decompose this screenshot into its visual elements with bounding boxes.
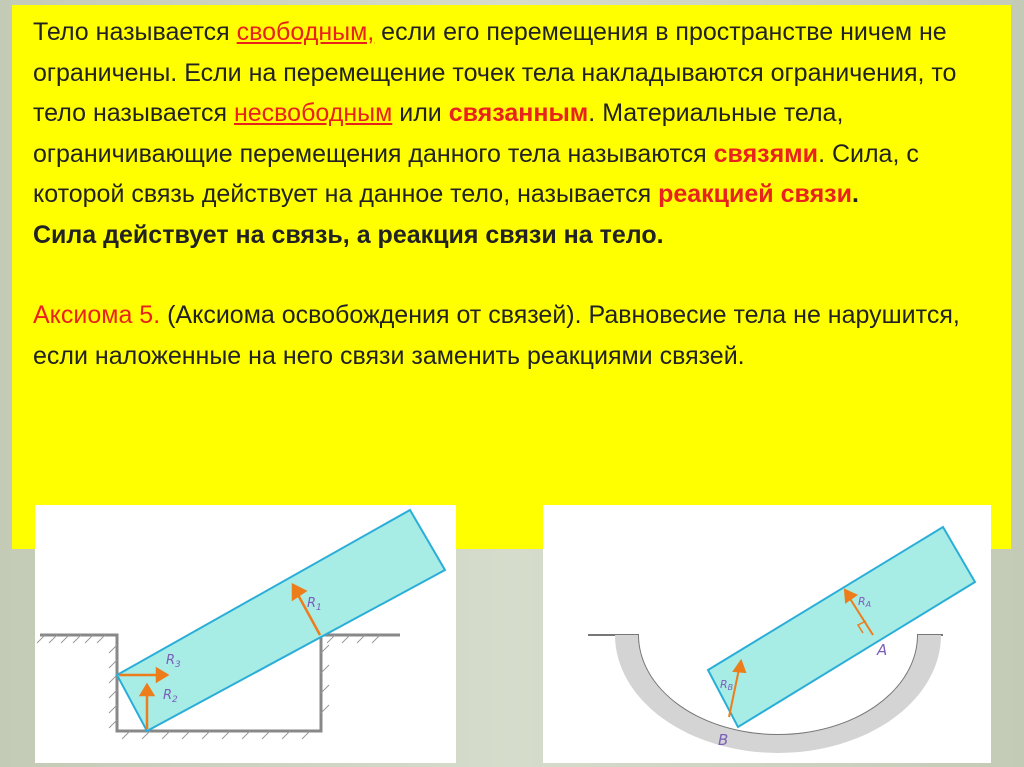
label-point-b: B — [718, 731, 729, 749]
label-ra: RA — [858, 595, 872, 609]
label-r1: $R_1$ — [307, 596, 322, 613]
label-r2: $R_2$ — [163, 688, 178, 705]
term-constraints: связями — [713, 139, 819, 168]
text-fragment: если его перемещения в пространстве ничем не ограничены. Если на перемещение точек тела накладываются ограничения, то тело называется — [33, 18, 957, 127]
label-point-a: A — [877, 641, 888, 659]
slide-text — [33, 12, 983, 376]
axiom-label: Аксиома 5. — [33, 301, 161, 329]
term-reaction: реакцией связи — [658, 180, 852, 208]
term-non-free: несвободным — [233, 99, 393, 127]
text-fragment: . Сила, с которой связь действует на данное тело, называется — [33, 139, 919, 208]
blank-line — [33, 255, 983, 295]
axiom-text: (Аксиома освобождения от связей). Равновесие тела не нарушится, если наложенные на него связи заменить реакциями связей. — [33, 301, 960, 370]
force-reaction-statement: Сила действует на связь, а реакция связи на тело. — [33, 220, 664, 249]
term-free: свободным, — [236, 18, 375, 46]
figure1-drawing — [35, 505, 456, 763]
rigid-bar — [708, 527, 975, 727]
label-rb: RB — [720, 678, 734, 692]
figure-bar-in-pit — [35, 505, 456, 763]
term-bound: связанным — [448, 99, 589, 127]
figure-bar-in-bowl — [543, 505, 991, 763]
axiom-paragraph — [33, 295, 983, 376]
text-fragment: или — [392, 99, 449, 127]
text-fragment: Тело называется — [33, 18, 237, 46]
figure2-drawing — [543, 505, 991, 763]
text-fragment: . Материальные тела, ограничивающие перемещения данного тела называются — [33, 99, 844, 168]
definition-paragraph — [33, 12, 983, 215]
text-fragment: . — [851, 180, 859, 208]
label-r3: $R_3$ — [166, 653, 181, 670]
